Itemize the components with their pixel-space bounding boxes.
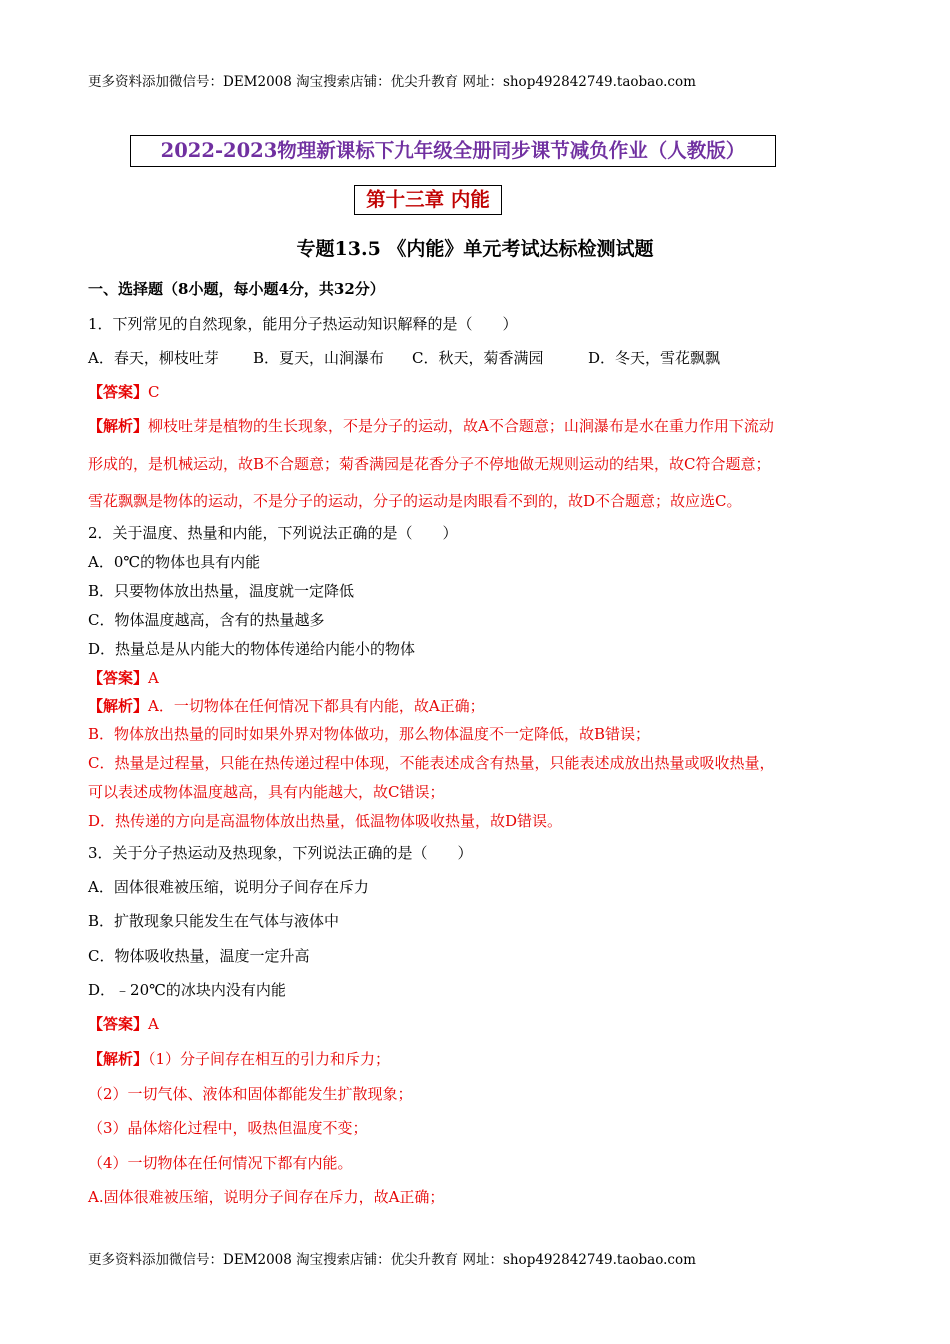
analysis-tag: 【解析】 [88, 1050, 149, 1068]
q1-stem: 1．下列常见的自然现象，能用分子热运动知识解释的是（ ） [88, 315, 518, 333]
q2-answer [88, 667, 159, 688]
q2-analysis-line: C．热量是过程量，只能在热传递过程中体现，不能表述成含有热量，只能表述成放出热量或吸收热量， [88, 754, 775, 772]
q2-analysis-line: 可以表述成物体温度越高，具有内能越大，故C错误； [88, 783, 445, 801]
q3-answer-value: A [148, 1015, 159, 1033]
q1-analysis-line: 【解析】柳枝吐芽是植物的生长现象，不是分子的运动，故A不合题意；山涧瀑布是水在重力作用下流动 [88, 417, 774, 435]
q1-analysis-line: 形成的，是机械运动，故B不合题意；菊香满园是花香分子不停地做无规则运动的结果，故C符合题意； [88, 455, 771, 473]
q3-option-c: C．物体吸收热量，温度一定升高 [88, 947, 310, 965]
chapter-title: 第十三章 内能 [354, 185, 502, 215]
topic-title: 专题13.5 《内能》单元考试达标检测试题 [296, 238, 654, 260]
q3-analysis-line: 【解析】（1）分子间存在相互的引力和斥力； [88, 1050, 391, 1068]
q2-stem: 2．关于温度、热量和内能，下列说法正确的是（ ） [88, 524, 458, 542]
q1-option-a: A．春天，柳枝吐芽 [88, 349, 219, 367]
q3-option-a: A．固体很难被压缩，说明分子间存在斥力 [88, 878, 369, 896]
q3-analysis-line: （4）一切物体在任何情况下都有内能。 [88, 1154, 353, 1172]
page-header: 更多资料添加微信号：DEM2008 淘宝搜索店铺：优尖升教育 网址：shop492842749.taobao.com [88, 74, 696, 90]
q3-option-d: D．﹣20℃的冰块内没有内能 [88, 981, 286, 999]
q1-option-d: D．冬天，雪花飘飘 [588, 349, 721, 367]
q3-analysis-line: A.固体很难被压缩，说明分子间存在斥力，故A正确； [88, 1188, 445, 1206]
q2-answer-value: A [148, 669, 159, 687]
answer-tag: 【答案】 [88, 669, 149, 687]
q2-option-c: C．物体温度越高，含有的热量越多 [88, 611, 325, 629]
q1-analysis-line: 雪花飘飘是物体的运动，不是分子的运动，分子的运动是肉眼看不到的，故D不合题意；故应选C。 [88, 492, 742, 510]
series-title: 2022-2023物理新课标下九年级全册同步课节减负作业（人教版） [130, 135, 776, 167]
q3-analysis-line: （2）一切气体、液体和固体都能发生扩散现象； [88, 1085, 413, 1103]
page-footer: 更多资料添加微信号：DEM2008 淘宝搜索店铺：优尖升教育 网址：shop492842749.taobao.com [88, 1252, 696, 1268]
answer-tag: 【答案】 [88, 1015, 149, 1033]
q2-option-d: D．热量总是从内能大的物体传递给内能小的物体 [88, 640, 416, 658]
q2-option-a: A．0℃的物体也具有内能 [88, 553, 261, 571]
q1-options [88, 347, 720, 368]
q2-analysis-line: B．物体放出热量的同时如果外界对物体做功，那么物体温度不一定降低，故B错误； [88, 725, 651, 743]
analysis-tag: 【解析】 [88, 697, 149, 715]
q2-analysis-line: D．热传递的方向是高温物体放出热量，低温物体吸收热量，故D错误。 [88, 812, 563, 830]
q1-answer-value: C [148, 383, 160, 401]
q1-option-c: C．秋天，菊香满园 [412, 349, 544, 367]
q2-analysis-line: 【解析】A．一切物体在任何情况下都具有内能，故A正确； [88, 697, 485, 715]
q3-answer [88, 1013, 159, 1034]
q1-option-b: B．夏天，山涧瀑布 [253, 349, 385, 367]
section-heading: 一、选择题（8小题，每小题4分，共32分） [88, 280, 385, 298]
answer-tag: 【答案】 [88, 383, 149, 401]
q3-option-b: B．扩散现象只能发生在气体与液体中 [88, 912, 340, 930]
q2-option-b: B．只要物体放出热量，温度就一定降低 [88, 582, 355, 600]
q3-stem: 3．关于分子热运动及热现象，下列说法正确的是（ ） [88, 844, 473, 862]
q3-analysis-line: （3）晶体熔化过程中，吸热但温度不变； [88, 1119, 368, 1137]
q1-answer [88, 381, 160, 402]
analysis-tag: 【解析】 [88, 417, 149, 435]
